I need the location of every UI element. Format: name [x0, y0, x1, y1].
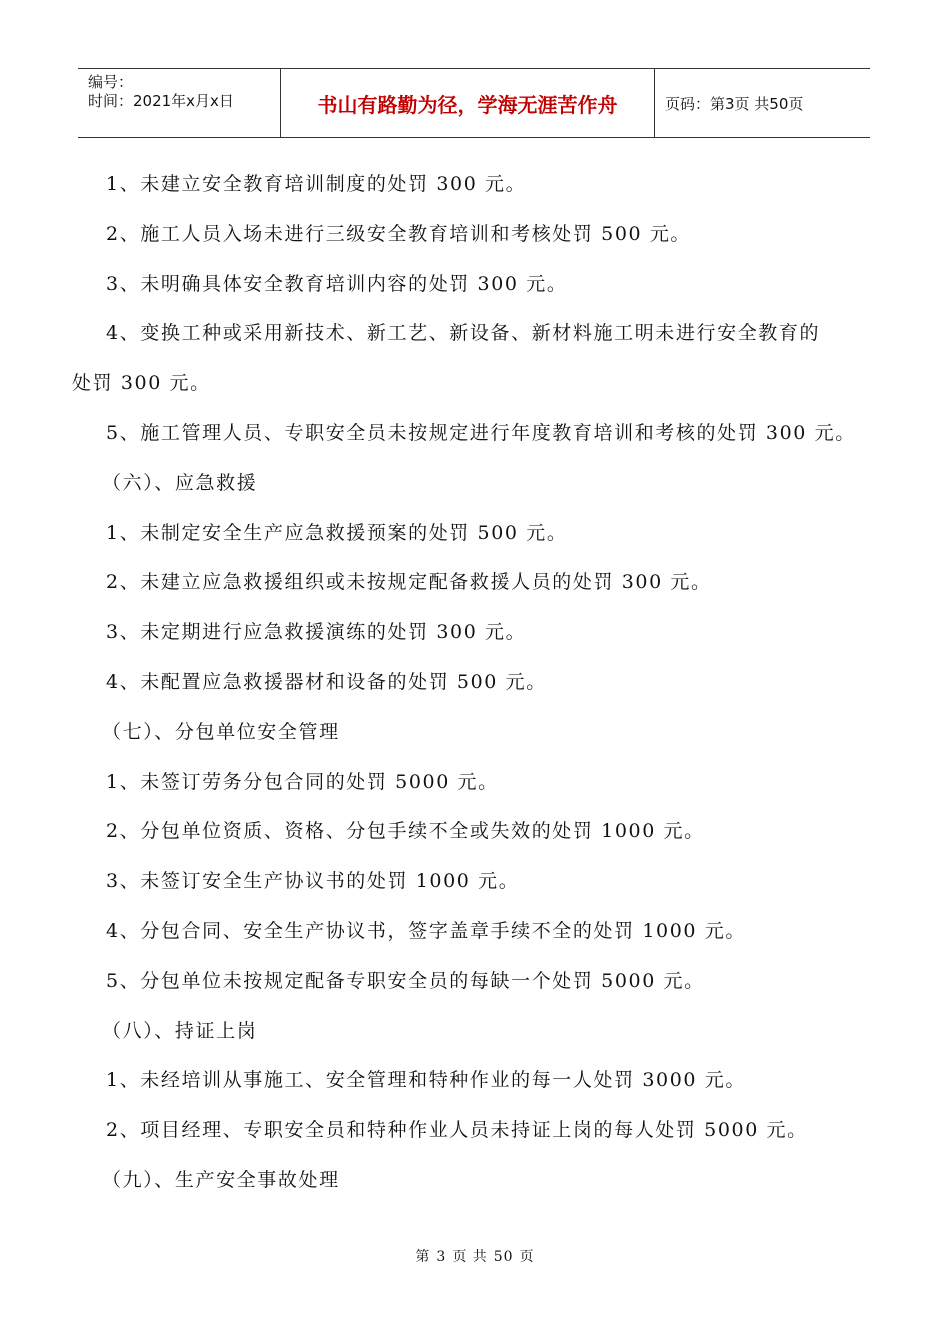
list-item: 3、未定期进行应急救援演练的处罚 300 元。 [106, 621, 527, 644]
footer-prefix: 第 [415, 1249, 431, 1265]
page-footer [0, 1246, 950, 1266]
list-item: 1、未制定安全生产应急救援预案的处罚 500 元。 [106, 521, 568, 544]
list-item: 5、施工管理人员、专职安全员未按规定进行年度教育培训和考核的处罚 300 元。 [106, 421, 856, 444]
header-meta [78, 69, 281, 137]
footer-total-pages: 50 [493, 1249, 514, 1265]
section-heading: （七）、分包单位安全管理 [102, 720, 340, 743]
section-heading: （八）、持证上岗 [102, 1019, 258, 1042]
page-header [78, 68, 870, 138]
header-motto: 书山有路勤为径，学海无涯苦作舟 [281, 69, 655, 137]
header-code-label: 编号： [88, 73, 134, 91]
header-page-info: 页码：第3页 共50页 [665, 94, 804, 113]
list-item: 3、未签订安全生产协议书的处罚 1000 元。 [106, 870, 520, 893]
header-time-label: 时间：2021年x月x日 [88, 92, 234, 110]
footer-middle: 页 共 [452, 1249, 488, 1265]
list-item: 1、未签订劳务分包合同的处罚 5000 元。 [106, 770, 499, 793]
list-item: 2、施工人员入场未进行三级安全教育培训和考核处罚 500 元。 [106, 222, 692, 245]
list-item: 4、分包合同、安全生产协议书，签字盖章手续不全的处罚 1000 元。 [106, 919, 746, 942]
section-heading: （九）、生产安全事故处理 [102, 1168, 340, 1191]
list-item: 5、分包单位未按规定配备专职安全员的每缺一个处罚 5000 元。 [106, 969, 705, 992]
footer-suffix: 页 [519, 1249, 535, 1265]
list-item: 2、未建立应急救援组织或未按规定配备救援人员的处罚 300 元。 [106, 571, 712, 594]
list-item: 1、未经培训从事施工、安全管理和特种作业的每一人处罚 3000 元。 [106, 1069, 746, 1092]
list-item: 2、分包单位资质、资格、分包手续不全或失效的处罚 1000 元。 [106, 820, 705, 843]
footer-current-page: 3 [436, 1249, 447, 1265]
document-body [72, 160, 882, 1206]
list-item: 2、项目经理、专职安全员和特种作业人员未持证上岗的每人处罚 5000 元。 [106, 1119, 808, 1142]
list-item: 4、变换工种或采用新技术、新工艺、新设备、新材料施工明未进行安全教育的 [106, 322, 821, 345]
section-heading: （六）、应急救援 [102, 471, 258, 494]
list-item: 1、未建立安全教育培训制度的处罚 300 元。 [106, 173, 527, 195]
list-item-continuation: 处罚 300 元。 [72, 372, 211, 395]
list-item: 3、未明确具体安全教育培训内容的处罚 300 元。 [106, 272, 568, 295]
list-item: 4、未配置应急救援器材和设备的处罚 500 元。 [106, 670, 547, 693]
